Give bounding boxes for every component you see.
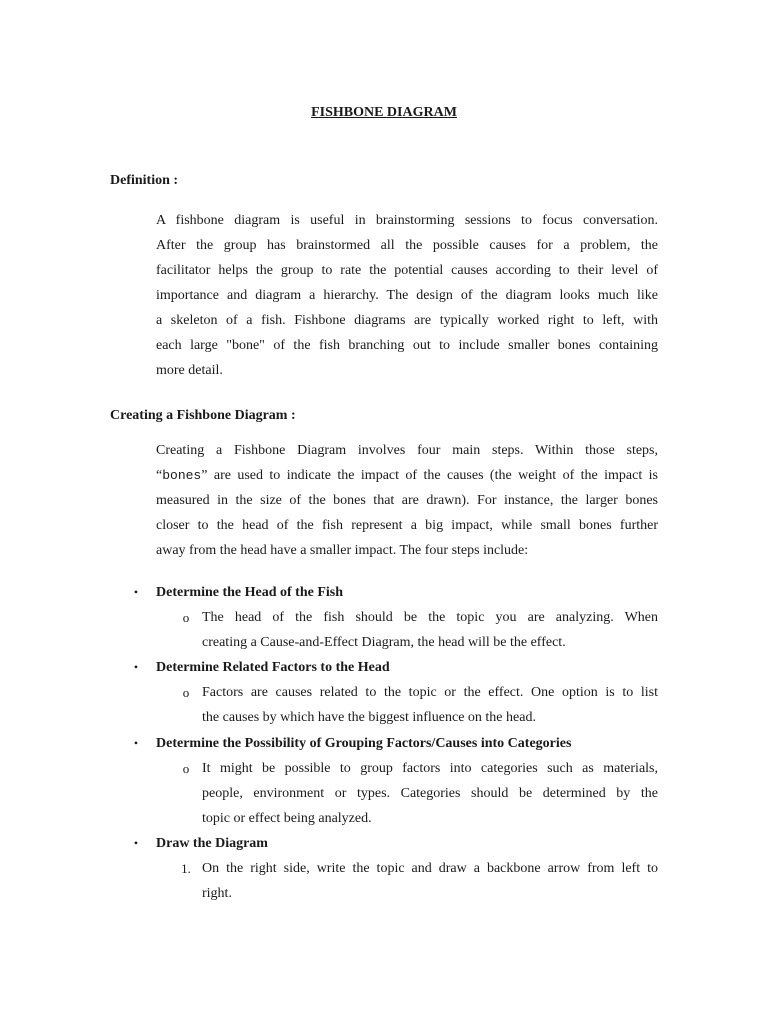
creating-line: closer to the head of the fish represent a big impact, while small bones further: [156, 518, 658, 533]
sub-line: creating a Cause-and-Effect Diagram, the head will be the effect.: [202, 635, 566, 650]
circle-bullet-icon: o: [182, 610, 190, 625]
definition-line: After the group has brainstormed all the possible causes for a problem, the: [156, 238, 658, 253]
creating-line-rest: ” are used to indicate the impact of the causes (the weight of the impact is: [201, 468, 658, 483]
number-marker: 1.: [181, 861, 191, 876]
bones-term: bones: [162, 468, 202, 483]
definition-paragraph: [156, 208, 658, 383]
step-label: Determine Related Factors to the Head: [156, 660, 390, 675]
sub-line: On the right side, write the topic and draw a backbone arrow from left to: [202, 861, 658, 876]
circle-bullet-icon: o: [182, 761, 190, 776]
step-label: Determine the Possibility of Grouping Factors/Causes into Categories: [156, 736, 572, 751]
definition-line: a skeleton of a fish. Fishbone diagrams are typically worked right to left, with: [156, 313, 658, 328]
creating-line: away from the head have a smaller impact. The four steps include:: [156, 543, 529, 558]
page-title: FISHBONE DIAGRAM: [311, 105, 457, 120]
creating-line: Creating a Fishbone Diagram involves four main steps. Within those steps,: [156, 443, 658, 458]
circle-bullet-icon: o: [182, 685, 190, 700]
sub-line: It might be possible to group factors into categories such as materials,: [202, 761, 658, 776]
creating-line: [156, 463, 658, 488]
open-quote: “: [156, 468, 163, 483]
creating-paragraph: [156, 438, 658, 563]
bullet-icon: •: [133, 836, 139, 850]
bullet-icon: •: [133, 736, 139, 750]
creating-heading: Creating a Fishbone Diagram :: [110, 408, 296, 423]
step-label: Draw the Diagram: [156, 836, 268, 851]
sub-line: Factors are causes related to the topic or the effect. One option is to list: [202, 685, 658, 700]
definition-line: A fishbone diagram is useful in brainstorming sessions to focus conversation.: [156, 213, 658, 228]
definition-line: importance and diagram a hierarchy. The design of the diagram looks much like: [156, 288, 658, 303]
bullet-icon: •: [133, 585, 139, 599]
sub-line: people, environment or types. Categories should be determined by the: [202, 786, 658, 801]
sub-line: The head of the fish should be the topic you are analyzing. When: [202, 610, 658, 625]
sub-line: topic or effect being analyzed.: [202, 811, 372, 826]
sub-line: right.: [202, 886, 232, 901]
definition-heading: Definition :: [110, 173, 179, 188]
bullet-icon: •: [133, 660, 139, 674]
definition-line: each large "bone" of the fish branching out to include smaller bones containing: [156, 338, 658, 353]
definition-line: facilitator helps the group to rate the potential causes according to their level of: [156, 263, 658, 278]
creating-line: measured in the size of the bones that are drawn). For instance, the larger bones: [156, 493, 658, 508]
sub-line: the causes by which have the biggest influence on the head.: [202, 710, 536, 725]
definition-line: more detail.: [156, 363, 223, 378]
step-label: Determine the Head of the Fish: [156, 585, 344, 600]
